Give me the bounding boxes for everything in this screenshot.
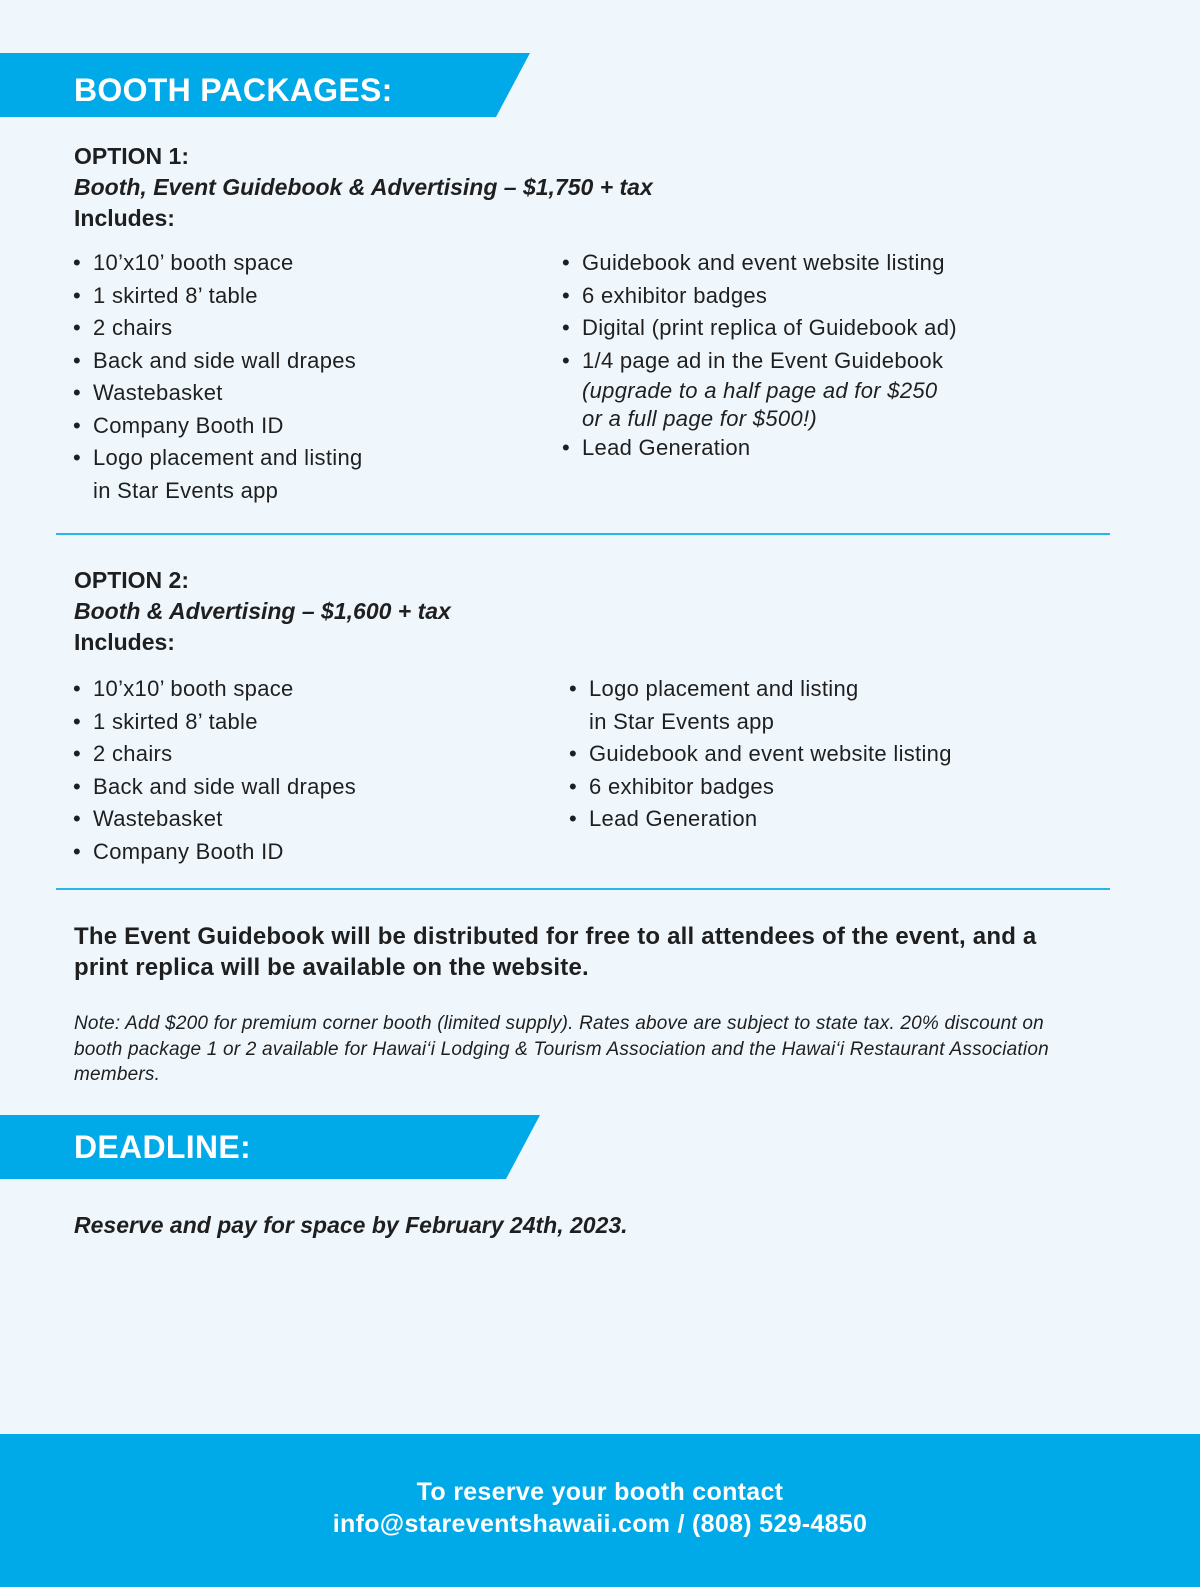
list-item: • Lead Generation <box>569 803 1099 836</box>
list-item: • Guidebook and event website listing <box>569 738 1099 771</box>
list-item-line: • 1/4 page ad in the Event Guidebook <box>582 347 944 373</box>
list-item-line: in Star Events app <box>93 477 279 503</box>
divider <box>56 533 1110 535</box>
list-item <box>562 345 1082 433</box>
list-item-line: in Star Events app <box>589 708 775 734</box>
list-item: • Company Booth ID <box>73 836 543 869</box>
list-item: • 10’x10’ booth space <box>73 673 543 706</box>
list-item: • Guidebook and event website listing <box>562 247 1082 280</box>
list-item: • Back and side wall drapes <box>73 771 543 804</box>
divider <box>56 888 1110 890</box>
option-2-title: OPTION 2: <box>74 567 190 593</box>
list-item <box>569 673 1099 738</box>
contact-footer <box>0 1434 1200 1587</box>
list-item: • 1 skirted 8’ table <box>73 280 543 313</box>
list-item: • Back and side wall drapes <box>73 345 543 378</box>
option-2-left-list <box>73 673 543 868</box>
option-1-header <box>74 141 1114 233</box>
list-item: • Lead Generation <box>562 432 1082 465</box>
option-1-price: Booth, Event Guidebook & Advertising – $1,750 + tax <box>74 174 653 200</box>
list-item: • Wastebasket <box>73 803 543 836</box>
booth-packages-heading: BOOTH PACKAGES: <box>74 72 393 108</box>
list-item: • Company Booth ID <box>73 410 543 443</box>
list-item: • 2 chairs <box>73 312 543 345</box>
list-item-line: • Logo placement and listing <box>589 676 859 701</box>
option-1-title: OPTION 1: <box>74 143 190 169</box>
guidebook-summary: The Event Guidebook will be distributed for free to all attendees of the event, and a print replica will be available on the website. <box>74 923 1037 981</box>
option-2-header <box>74 565 1114 657</box>
footer-contact[interactable]: info@stareventshawaii.com / (808) 529-4850 <box>332 1510 868 1538</box>
option-1-right-list <box>562 247 1082 465</box>
option-2-right-list <box>569 673 1099 836</box>
list-item <box>73 442 543 507</box>
option-2-includes-label: Includes: <box>74 629 175 655</box>
deadline-heading: DEADLINE: <box>74 1129 251 1165</box>
list-item-note: (upgrade to a half page ad for $250 <box>582 378 938 403</box>
deadline-text: Reserve and pay for space by February 24th, 2023. <box>74 1212 628 1238</box>
pricing-note: Note: Add $200 for premium corner booth (limited supply). Rates above are subject to state tax. 20% discount on booth package 1 or 2 available for Hawai‘i Lodging & Tourism Association and the Hawai‘i Restaurant Association members. <box>74 1013 1049 1085</box>
list-item-line: • Logo placement and listing <box>93 445 363 470</box>
list-item: • 6 exhibitor badges <box>569 771 1099 804</box>
option-1-left-list <box>73 247 543 507</box>
option-2-price: Booth & Advertising – $1,600 + tax <box>74 598 451 624</box>
list-item: • 6 exhibitor badges <box>562 280 1082 313</box>
list-item-note: or a full page for $500!) <box>582 405 817 431</box>
list-item: • Wastebasket <box>73 377 543 410</box>
list-item: • 2 chairs <box>73 738 543 771</box>
footer-line-1: To reserve your booth contact <box>416 1478 784 1506</box>
option-1-includes-label: Includes: <box>74 205 175 231</box>
list-item: • 1 skirted 8’ table <box>73 706 543 739</box>
list-item: • 10’x10’ booth space <box>73 247 543 280</box>
list-item: • Digital (print replica of Guidebook ad) <box>562 312 1082 345</box>
